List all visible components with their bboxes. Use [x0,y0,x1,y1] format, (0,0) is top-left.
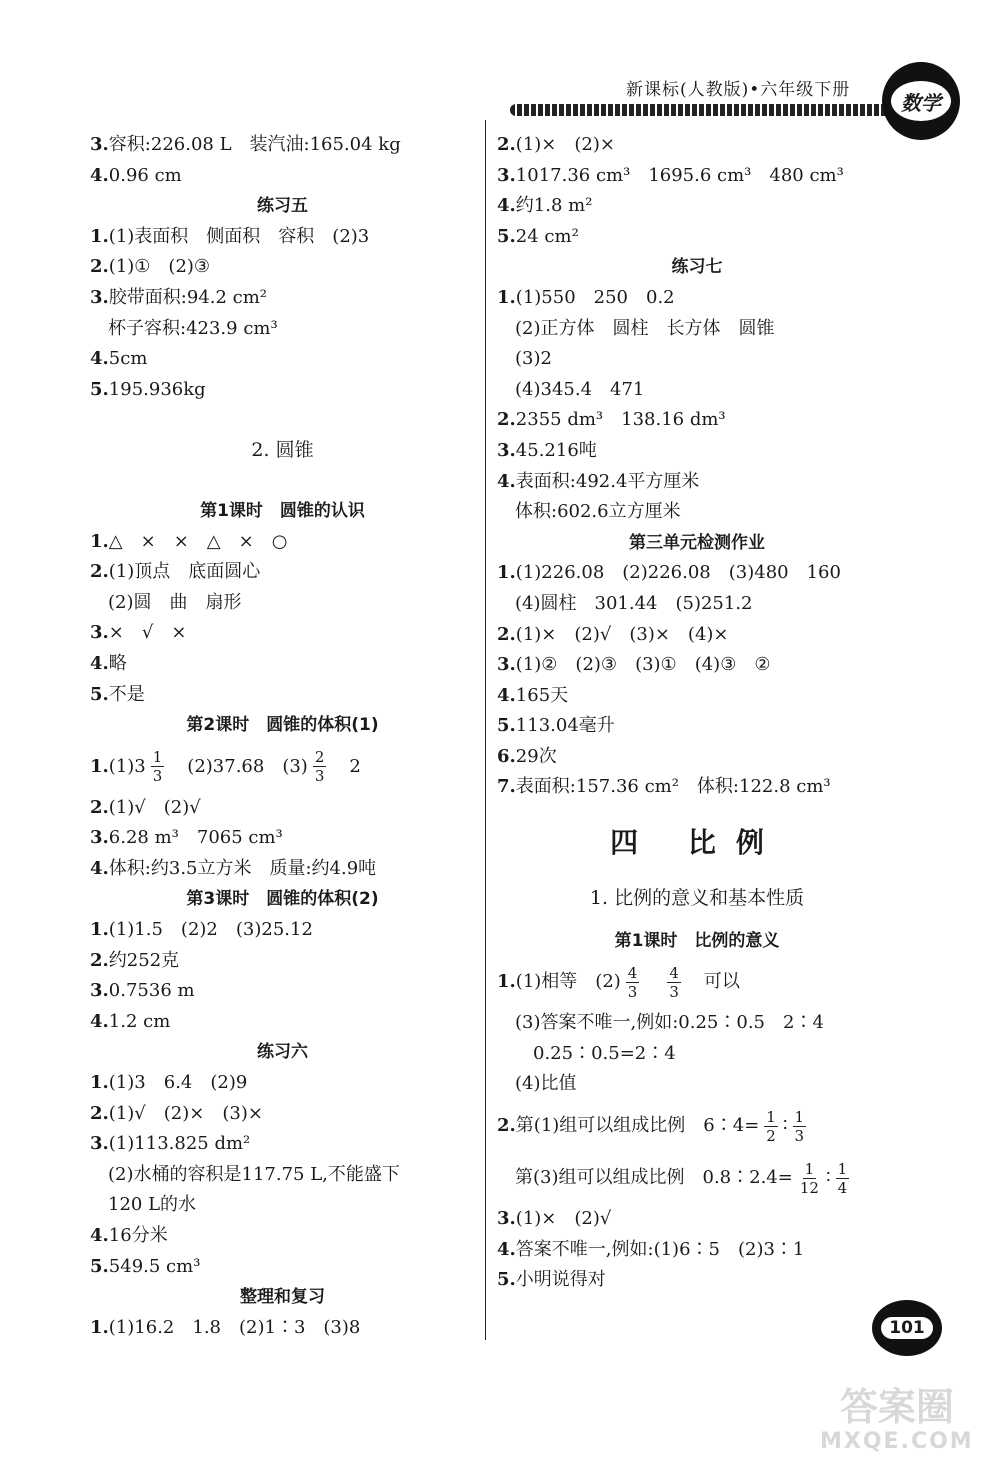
header-title: 新课标(人教版)•六年级下册 [626,80,851,100]
fraction-numerator: 4 [669,963,679,982]
fraction [626,964,640,1001]
answer-text: (4)圆柱 301.44 (5)251.2 [515,592,753,614]
section-heading: 第1课时 圆锥的认识 [200,500,365,521]
section-heading: 练习六 [257,1042,308,1063]
answer-text: 120 L的水 [108,1194,197,1216]
answer-text: 0.7536 m [108,980,195,1002]
fraction [313,748,327,785]
fraction-numerator: 1 [766,1107,776,1126]
answer-text: 45.216吨 [515,439,597,461]
answer-line [497,130,897,161]
answer-number: 2. [90,796,109,818]
answer-number: 2. [497,1115,516,1137]
answer-line [497,620,897,651]
answer-text: 1.2 cm [108,1010,171,1032]
answer-line [497,1039,897,1070]
answer-text: 可以 [685,971,740,993]
fraction-numerator: 2 [314,748,325,767]
fraction [667,964,681,1001]
answer-text: 549.5 cm³ [108,1255,201,1277]
header-decorative-band [510,104,890,116]
fraction-numerator: 1 [837,1159,848,1178]
answer-text: (3)2 [515,348,552,370]
answer-line [497,436,897,467]
answer-text: 2355 dm³ 138.16 dm³ [515,409,726,431]
answer-text: 表面积:492.4平方厘米 [515,470,700,492]
fraction [798,1160,821,1197]
answer-line [90,854,475,885]
answer-number: 4. [497,1238,516,1260]
answer-text: 113.04毫升 [515,715,615,737]
answer-number: 2. [497,409,516,431]
answer-number: 1. [90,919,109,941]
fraction-numerator: 1 [794,1107,805,1126]
answer-text: (1)② (2)③ (3)① (4)③ ② [515,654,771,676]
answer-line [90,793,475,824]
answer-text: (2)正方体 圆柱 长方体 圆锥 [515,317,775,339]
answer-number: 2. [90,561,109,583]
answer-text: 体积:602.6立方厘米 [515,501,681,523]
answer-text: 29次 [515,745,557,767]
answer-number: 3. [90,134,109,155]
answer-number: 4. [90,164,109,186]
fraction [764,1108,778,1145]
section-heading: 整理和复习 [240,1287,325,1308]
answer-number: 4. [497,470,516,492]
answer-line [497,1204,897,1235]
answer-text: 第(1)组可以组成比例 6∶4= [515,1115,760,1137]
answer-line [90,1099,475,1130]
answer-line [90,557,475,588]
answer-number: 4. [90,348,109,370]
answer-number: 6. [497,745,516,767]
answer-line [90,618,475,649]
answer-text: 5cm [108,348,148,370]
answer-line [497,161,897,192]
answer-line [497,772,897,803]
answer-number: 4. [497,684,516,706]
fraction [793,1108,807,1145]
answer-line [497,558,897,589]
answer-line [497,467,897,498]
watermark [820,1385,974,1455]
answer-text: 表面积:157.36 cm² 体积:122.8 cm³ [515,776,831,798]
answer-text: 195.936kg [108,378,206,400]
answer-line [90,588,475,619]
answer-number: 1. [90,530,109,552]
answer-text: 第(3)组可以组成比例 0.8∶2.4= [515,1167,793,1189]
answer-line [497,1100,897,1152]
answer-number: 3. [497,654,516,676]
answer-line [90,976,475,1007]
answer-text: 体积:约3.5立方米 质量:约4.9吨 [108,857,377,879]
answer-text: × √ × [108,622,187,644]
answer-line [497,650,897,681]
page-number-badge [872,1300,942,1356]
section-heading: 第三单元检测作业 [629,532,765,553]
answer-text: (1)× (2)× [515,134,615,155]
answer-number: 3. [90,827,109,849]
section-heading: 第3课时 圆锥的体积(2) [186,889,379,910]
answer-line [90,252,475,283]
answer-line [497,222,897,253]
answer-line [497,742,897,773]
answer-number: 3. [497,164,516,186]
answer-text: 165天 [515,684,569,706]
answer-line [497,681,897,712]
answer-text: (1)表面积 侧面积 容积 (2)3 [108,225,370,247]
answer-text: 16分米 [108,1225,168,1246]
subject-badge-label: 数学 [891,81,951,121]
answer-text: (1)3 6.4 (2)9 [108,1072,248,1094]
answer-line [497,1265,897,1296]
answer-line [497,375,897,406]
answer-number: 3. [90,980,109,1002]
answer-number: 1. [497,562,516,584]
fraction-denominator: 3 [314,767,325,786]
answer-line [90,130,475,161]
answer-text: (1)1.5 (2)2 (3)25.12 [108,919,313,941]
answer-line [90,1007,475,1038]
answer-text: (3)答案不唯一,例如:0.25∶0.5 2∶4 [515,1012,824,1034]
answer-text: (1)× (2)√ (3)× (4)× [515,623,729,645]
answer-text: (1)√ (2)× (3)× [108,1102,263,1124]
answer-text: (1)相等 (2) [515,971,621,993]
answer-line [90,649,475,680]
answer-text: (1)113.825 dm² [108,1133,251,1155]
answer-number: 1. [90,1072,109,1094]
answer-number: 5. [497,1269,516,1291]
page-number: 101 [881,1317,933,1339]
answer-line [497,1152,897,1204]
right-column [497,130,897,1296]
answer-text: 0.25∶0.5=2∶4 [515,1042,676,1064]
fraction-numerator: 1 [152,748,163,767]
answer-text: 杯子容积:423.9 cm³ [108,317,278,339]
answer-text: 2 [331,755,361,777]
fraction [151,748,165,785]
answer-line [497,314,897,345]
answer-text: ∶ [782,1115,788,1137]
chapter-title: 四 比例 [610,826,784,860]
answer-text: (1)× (2)√ [515,1208,612,1230]
answer-number: 1. [90,755,109,777]
answer-line [90,222,475,253]
watermark-url: MXQE.COM [820,1429,974,1454]
answer-line [497,497,897,528]
answer-text: △ × × △ × ○ [108,530,288,552]
answer-number: 4. [90,1010,109,1032]
answer-line [90,161,475,192]
answer-number: 3. [90,286,109,308]
answer-text: (1)顶点 底面圆心 [108,561,261,583]
spacer [497,869,897,883]
answer-line [90,1068,475,1099]
answer-line [497,711,897,742]
section-heading: 练习五 [257,196,308,217]
answer-text: (2)水桶的容积是117.75 L,不能盛下 [108,1163,400,1185]
answer-line [497,589,897,620]
answer-number: 3. [497,1208,516,1230]
answer-number: 5. [497,225,516,247]
answer-text: (2)圆 曲 扇形 [108,591,242,613]
answer-number: 2. [90,1102,109,1124]
answer-line [497,344,897,375]
answer-number: 4. [90,652,109,674]
answer-line [497,1008,897,1039]
answer-line [497,1069,897,1100]
answer-text: 胶带面积:94.2 cm² [108,286,268,308]
subject-badge [882,62,960,140]
spacer [497,803,897,817]
answer-line [497,191,897,222]
answer-text: (1)226.08 (2)226.08 (3)480 160 [515,562,841,584]
spacer [90,405,475,435]
answer-line [90,375,475,406]
answer-number: 2. [497,134,516,155]
answer-text: 6.28 m³ 7065 cm³ [108,827,283,849]
spacer [90,466,475,496]
answer-line [497,956,897,1008]
fraction-denominator: 2 [766,1126,776,1145]
answer-text: (1)√ (2)√ [108,796,201,818]
answer-text: 约1.8 m² [515,195,593,217]
section-heading: 第2课时 圆锥的体积(1) [186,715,379,736]
answer-line [497,283,897,314]
answer-text: (2)37.68 (3) [169,755,308,777]
answer-line [90,946,475,977]
answer-number: 1. [497,286,516,308]
fraction-denominator: 3 [152,767,163,786]
answer-line [90,1160,475,1191]
answer-number: 5. [90,378,109,400]
answer-number: 7. [497,776,516,798]
answer-number: 1. [497,971,516,993]
answer-line [497,405,897,436]
answer-line [90,741,475,793]
answer-text: (1)3 [108,755,146,777]
fraction-denominator: 12 [799,1178,819,1197]
answer-line [90,1221,475,1252]
answer-line [90,283,475,314]
section-heading: 第1课时 比例的意义 [614,930,780,951]
answer-line [90,527,475,558]
fraction-denominator: 3 [627,982,638,1001]
answer-text: 不是 [108,683,145,705]
subsection-title: 1. 比例的意义和基本性质 [589,887,805,910]
answer-text: (4)345.4 471 [515,378,645,400]
answer-line [90,1190,475,1221]
answer-text: 0.96 cm [108,164,182,186]
left-column [90,130,475,1343]
answer-text: (4)比值 [515,1073,577,1095]
answer-text: ∶ [825,1167,831,1189]
answer-number: 5. [90,683,109,705]
answer-text: (1)550 250 0.2 [515,286,675,308]
answer-number: 2. [90,256,109,278]
fraction-denominator: 3 [794,1126,805,1145]
column-divider [485,120,486,1340]
answer-text: 约252克 [108,949,180,971]
answer-line [90,344,475,375]
answer-line [90,1252,475,1283]
fraction-numerator: 4 [627,963,638,982]
answer-text: (1)① (2)③ [108,256,211,278]
answer-number: 4. [90,1225,109,1246]
answer-text: 略 [108,652,127,674]
watermark-text: 答案圈 [839,1385,954,1429]
answer-line [497,1235,897,1266]
answer-text: 24 cm² [515,225,579,247]
answer-text: (1)16.2 1.8 (2)1∶3 (3)8 [108,1316,361,1338]
answer-number: 1. [90,225,109,247]
answer-number: 2. [497,623,516,645]
fraction [836,1160,850,1197]
subsection-title: 2. 圆锥 [251,439,314,462]
answer-line [90,1313,475,1344]
answer-text: 1017.36 cm³ 1695.6 cm³ 480 cm³ [515,164,844,186]
fraction-denominator: 3 [669,982,679,1001]
section-heading: 练习七 [671,257,723,278]
answer-number: 4. [497,195,516,217]
answer-text: 答案不唯一,例如:(1)6∶5 (2)3∶1 [515,1238,805,1260]
answer-line [90,1129,475,1160]
answer-line [90,680,475,711]
answer-text: 容积:226.08 L 装汽油:165.04 kg [108,134,401,155]
answer-number: 3. [90,622,109,644]
answer-number: 2. [90,949,109,971]
answer-number: 5. [90,1255,109,1277]
answer-line [90,314,475,345]
answer-number: 3. [90,1133,109,1155]
answer-number: 5. [497,715,516,737]
fraction-numerator: 1 [804,1159,815,1178]
fraction-denominator: 4 [837,1178,848,1197]
answer-number: 3. [497,439,516,461]
spacer [497,914,897,926]
answer-text: 小明说得对 [515,1269,606,1291]
answer-line [90,915,475,946]
answer-line [90,823,475,854]
answer-number: 1. [90,1316,109,1338]
answer-text [644,971,662,992]
answer-number: 4. [90,857,109,879]
